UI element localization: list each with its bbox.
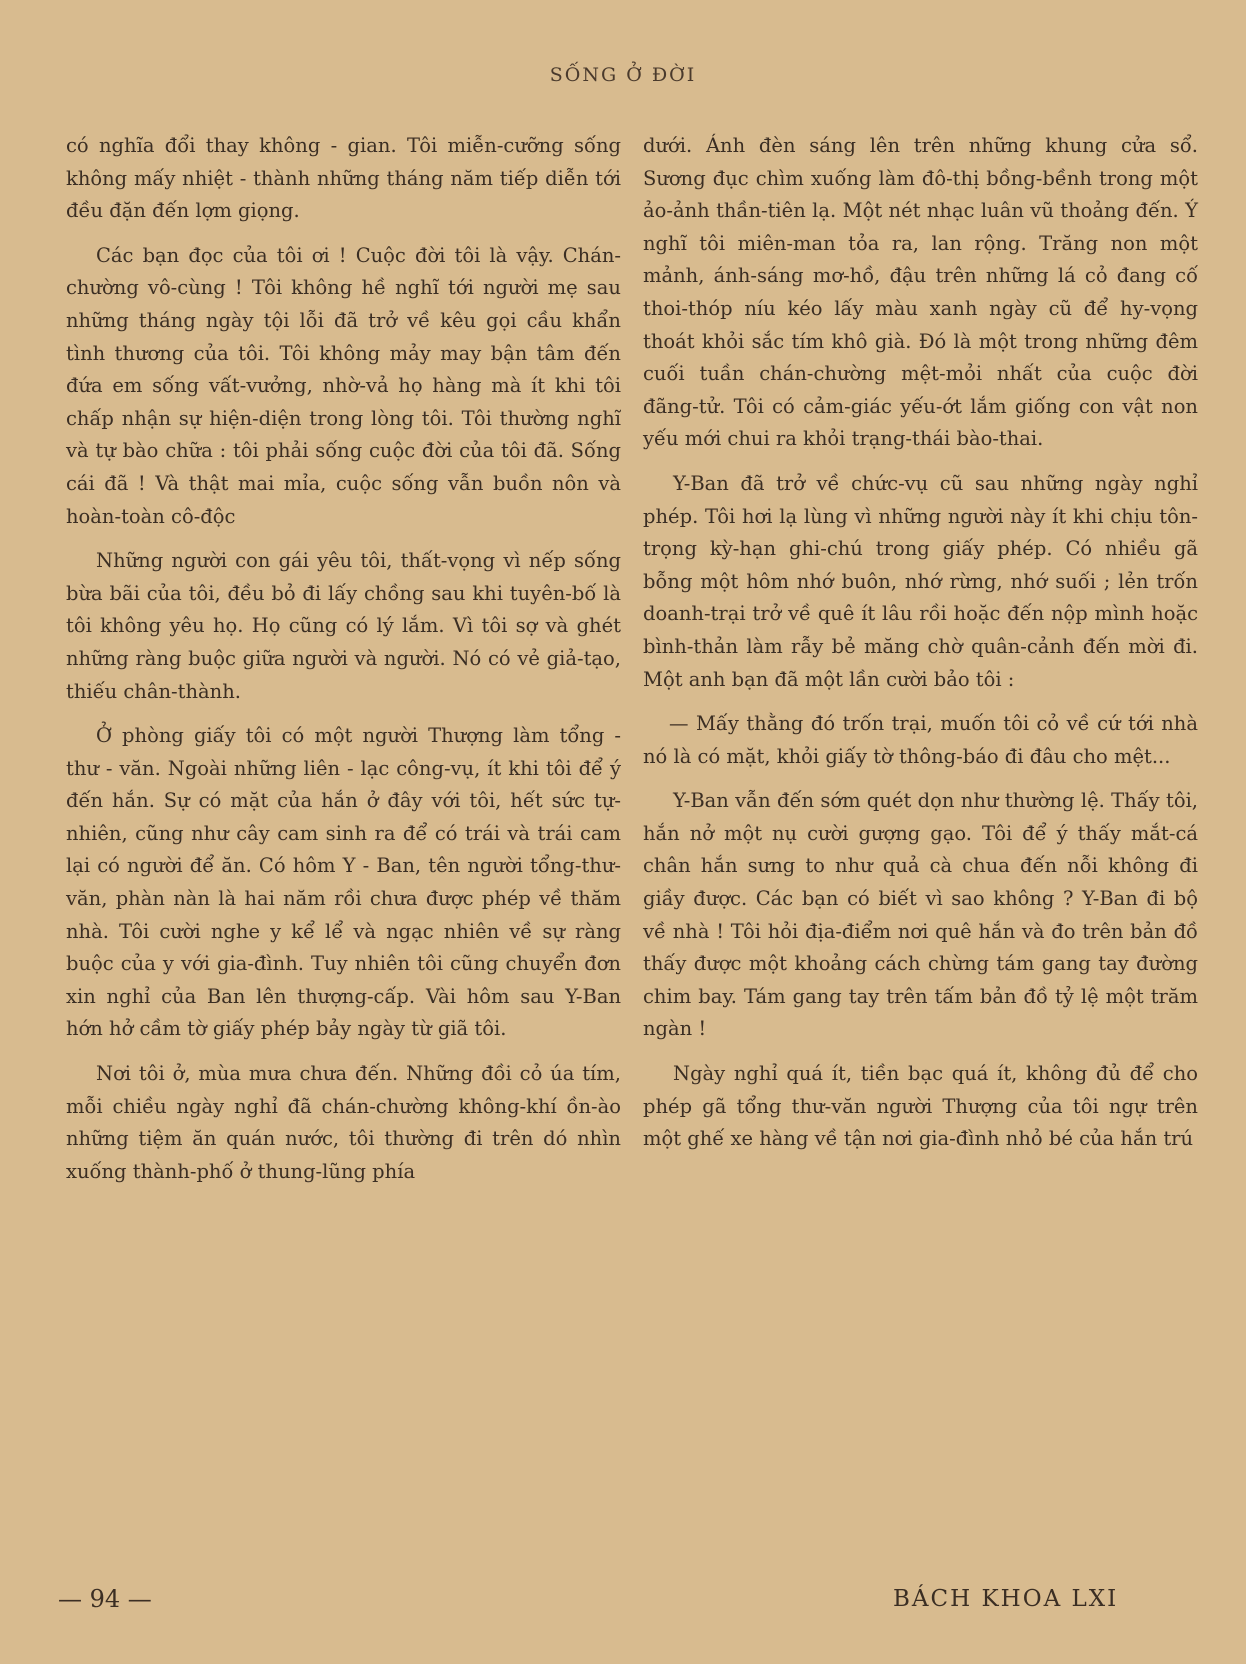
left-column — [66, 130, 621, 1200]
magazine-footer: BÁCH KHOA LXI — [893, 1586, 1119, 1612]
paragraph: Ngày nghỉ quá ít, tiền bạc quá ít, không đủ để cho phép gã tổng thư-văn người Thượng của tôi ngự trên một ghế xe hàng về tận nơi gia-đình nhỏ bé của hắn trú — [643, 1062, 1198, 1151]
paragraph: Những người con gái yêu tôi, thất-vọng vì nếp sống bừa bãi của tôi, đều bỏ đi lấy chồng sau khi tuyên-bố là tôi không yêu họ. Họ cũng có lý lắm. Vì tôi sợ và ghét những ràng buộc giữa người và người. Nó có vẻ giả-tạo, thiếu chân-thành. — [66, 549, 621, 703]
paragraph: Nơi tôi ở, mùa mưa chưa đến. Những đồi cỏ úa tím, mỗi chiều ngày nghỉ đã chán-chường không-khí ồn-ào những tiệm ăn quán nước, tôi thường đi trên dó nhìn xuống thành-phố ở thung-lũng phía — [66, 1062, 621, 1183]
page-number: — 94 — — [58, 1585, 152, 1613]
dialogue-paragraph: — Mấy thằng đó trốn trại, muốn tôi cỏ về cứ tới nhà nó là có mặt, khỏi giấy tờ thông-báo đi đâu cho mệt... — [643, 712, 1198, 768]
paragraph: Ở phòng giấy tôi có một người Thượng làm tổng - thư - văn. Ngoài những liên - lạc công-vụ, ít khi tôi để ý đến hắn. Sự có mặt của hắn ở đây với tôi, hết sức tự-nhiên, cũng như cây cam sinh ra để có trái và trái cam lại có người để ăn. Có hôm Y - Ban, tên người tổng-thư-văn, phàn nàn là hai năm rồi chưa được phép về thăm nhà. Tôi cười nghe y kể lể và ngạc nhiên về sự ràng buộc của y với gia-đình. Tuy nhiên tôi cũng chuyển đơn xin nghỉ của Ban lên thượng-cấp. Vài hôm sau Y-Ban hớn hở cầm tờ giấy phép bảy ngày từ giã tôi. — [66, 724, 621, 1041]
paragraph: Các bạn đọc của tôi ơi ! Cuộc đời tôi là vậy. Chán-chường vô-cùng ! Tôi không hề nghĩ tới người mẹ sau những tháng ngày tội lỗi đã trở về kêu gọi cầu khẩn tình thương của tôi. Tôi không mảy may bận tâm đến đứa em sống vất-vưởng, nhờ-vả họ hàng mà ít khi tôi chấp nhận sự hiện-diện trong lòng tôi. Tôi thường nghĩ và tự bào chữa : tôi phải sống cuộc đời của tôi đã. Sống cái đã ! Và thật mai mỉa, cuộc sống vẫn buồn nôn và hoàn-toàn cô-độc — [66, 243, 621, 528]
paragraph: có nghĩa đổi thay không - gian. Tôi miễn-cưỡng sống không mấy nhiệt - thành những tháng năm tiếp diễn tới đều đặn đến lợm giọng. — [66, 134, 621, 223]
running-title: SỐNG Ở ĐỜI — [549, 64, 697, 86]
right-column — [643, 130, 1198, 1168]
paragraph: dưới. Ánh đèn sáng lên trên những khung cửa sổ. Sương đục chìm xuống làm đô-thị bồng-bềnh trong một ảo-ảnh thần-tiên lạ. Một nét nhạc luân vũ thoảng đến. Ý nghĩ tôi miên-man tỏa ra, lan rộng. Trăng non một mảnh, ánh-sáng mơ-hồ, đậu trên những lá cỏ đang cố thoi-thóp níu kéo lấy màu xanh ngày cũ để hy-vọng thoát khỏi sắc tím khô già. Đó là một trong những đêm cuối tuần chán-chường mệt-mỏi nhất của cuộc đời đãng-tử. Tôi có cảm-giác yếu-ớt lắm giống con vật non yếu mới chui ra khỏi trạng-thái bào-thai. — [643, 134, 1198, 451]
paragraph: Y-Ban vẫn đến sớm quét dọn như thường lệ. Thấy tôi, hắn nở một nụ cười gượng gạo. Tôi để ý thấy mắt-cá chân hắn sưng to như quả cà chua đến nỗi không đi giầy được. Các bạn có biết vì sao không ? Y-Ban đi bộ về nhà ! Tôi hỏi địa-điểm nơi quê hắn và đo trên bản đồ thấy được một khoảng cách chừng tám gang tay đường chim bay. Tám gang tay trên tấm bản đồ tỷ lệ một trăm ngàn ! — [643, 789, 1198, 1041]
paragraph: Y-Ban đã trở về chức-vụ cũ sau những ngày nghỉ phép. Tôi hơi lạ lùng vì những người này ít khi chịu tôn-trọng kỳ-hạn ghi-chú trong giấy phép. Có nhiều gã bỗng một hôm nhớ buôn, nhớ rừng, nhớ suối ; lẻn trốn doanh-trại trở về quê ít lâu rồi hoặc đến nộp mình hoặc bình-thản làm rẫy bẻ măng chờ quân-cảnh đến mời đi. Một anh bạn đã một lần cười bảo tôi : — [643, 471, 1198, 691]
